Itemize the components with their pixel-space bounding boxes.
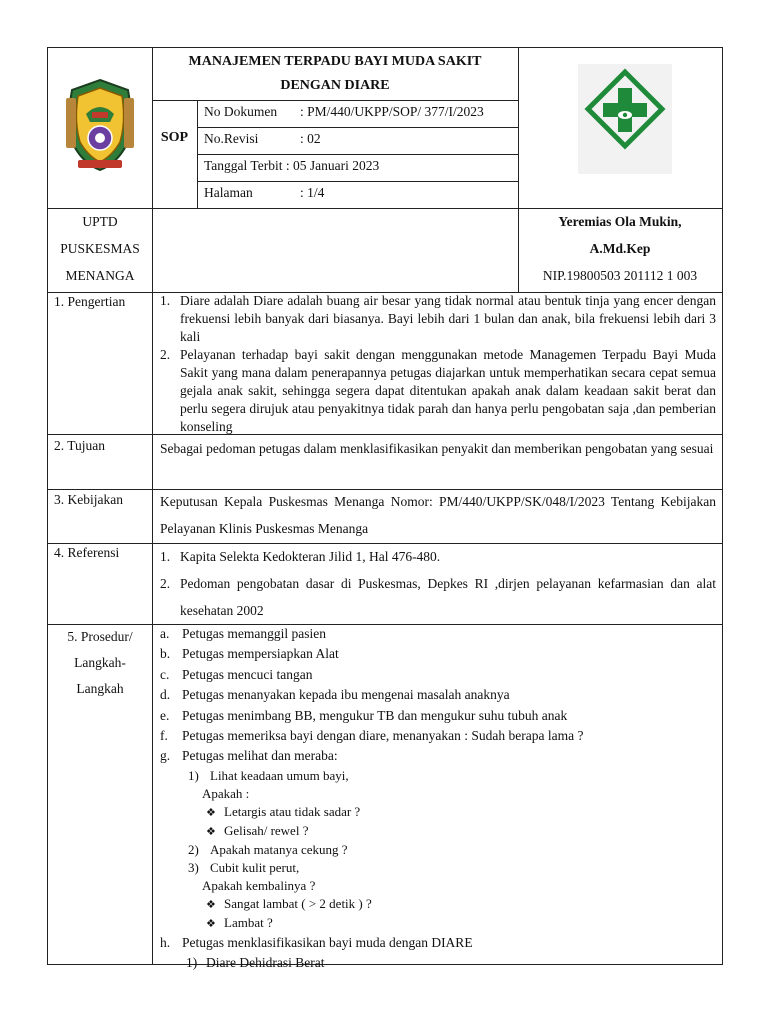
bullet-text: Letargis atau tidak sadar ? [224,803,361,819]
bullet-text: Gelisah/ rewel ? [224,822,309,838]
label-line: Langkah- [74,655,126,670]
sub-number: 2) [188,841,199,857]
step-text: Petugas mencuci tangan [182,666,313,682]
title-line-2: DENGAN DIARE [280,78,390,93]
sub-text: Apakah matanya cekung ? [210,841,348,857]
divider [152,208,153,292]
section-label-prosedur [48,624,152,702]
section-content-referensi [160,543,716,624]
step-item [160,665,716,685]
step-item [160,706,716,726]
step-item [160,644,716,664]
step-item [160,933,716,953]
meta-label: No.Revisi [204,131,259,146]
document-title [152,48,518,100]
diamond-bullet-icon: ❖ [206,898,216,911]
sub-number: 3) [188,859,199,875]
list-item [160,346,716,436]
step-text: Petugas menimbang BB, mengukur TB dan mengukur suhu tubuh anak [182,707,568,723]
institution-line: MENANGA [65,268,135,283]
step-text: Petugas mempersiapkan Alat [182,646,339,662]
meta-value: : 02 [300,131,321,146]
sub-number: 1) [188,767,199,783]
step-letter: a. [160,626,170,641]
step-text: Petugas menklasifikasikan bayi muda dengan DIARE [182,934,473,950]
list-number: 1. [160,549,171,564]
step-text: Petugas melihat dan meraba: [182,748,338,764]
signer-title: A.Md.Kep [589,241,651,256]
sub-question: Apakah kembalinya ? [202,877,316,893]
sub-item [160,767,716,785]
puskesmas-logo [578,64,672,174]
institution-line: PUSKESMAS [60,241,140,256]
step-text: Petugas menanyakan kepada ibu mengenai masalah anaknya [182,687,510,703]
meta-value: : PM/440/UKPP/SOP/ 377/I/2023 [300,104,484,119]
diamond-bullet-icon: ❖ [206,806,216,819]
meta-label: Tanggal Terbit [204,158,283,173]
step-item [160,726,716,746]
sub-text: Diare Dehidrasi Berat [206,955,325,971]
step-letter: h. [160,934,171,950]
meta-value: : 1/4 [300,185,325,200]
section-content-kebijakan: Keputusan Kepala Puskesmas Menanga Nomor: PM/440/UKPP/SK/048/I/2023 Tentang Kebijakan Pelayanan Klinis Puskesmas Menanga [160,494,716,536]
list-item [160,292,716,346]
list-text: Diare adalah Diare adalah buang air besar yang tidak normal atau bentuk tinja yang encer dengan frekuensi lebih banyak dari biasanya. Bayi lebih dari 1 bulan dan anak, bila frekuensi lebih dari 3 kali [180,293,716,344]
meta-row-page [204,182,516,208]
list-number: 1. [160,293,171,308]
step-letter: g. [160,748,171,764]
section-label-tujuan: 2. Tujuan [54,438,106,453]
step-letter: d. [160,687,171,703]
diamond-bullet-icon: ❖ [206,825,216,838]
meta-row-document-number [204,101,516,127]
section-label-pengertian: 1. Pengertian [54,294,126,309]
sub-question: Apakah : [202,785,250,801]
section-content-pengertian [160,292,716,436]
bullet-text: Sangat lambat ( > 2 detik ) ? [224,895,372,911]
section-label-kebijakan: 3. Kebijakan [54,492,123,507]
list-text: Pelayanan terhadap bayi sakit dengan menggunakan metode Managemen Terpadu Bayi Muda Sakit yang mana dalam penerapannya petugas diajarkan untuk memperhatikan secara cepat semua gejala anak sakit, sehingga segera dapat ditentukan apakah anak dalam keadaan sakit berat dan perlu segera dirujuk atau penyakitnya tidak parah dan hanya perlu pengobatan saja ,dan pemberian konseling [180,347,716,434]
list-text: Pedoman pengobatan dasar di Puskesmas, Depkes RI ,dirjen pelayanan kefarmasian dan alat kesehatan 2002 [180,576,716,618]
diamond-bullet-icon: ❖ [206,917,216,930]
meta-row-revision [204,128,516,154]
list-item [160,543,716,570]
step-item [160,746,716,766]
sub-item [160,859,716,877]
signer-block [518,208,722,292]
signer-nip: NIP.19800503 201112 1 003 [542,268,698,283]
sub-text: Cubit kulit perut, [210,859,300,875]
bullet-item [160,914,716,933]
step-letter: f. [160,728,168,744]
section-content-prosedur [160,624,716,974]
list-number: 2. [160,576,171,591]
label-line: Langkah [76,681,124,696]
sop-label: SOP [160,130,189,145]
step-text: Petugas memanggil pasien [182,626,326,641]
sub-list-g [160,767,716,933]
bullet-item [160,822,716,841]
label-line: 5. Prosedur/ [67,629,133,644]
meta-row-issue-date [204,155,516,181]
step-item [160,624,716,644]
step-letter: e. [160,707,170,723]
list-item [160,570,716,624]
sop-document [47,47,723,971]
signer-name: Yeremias Ola Mukin, [558,214,682,229]
sub-text: Lihat keadaan umum bayi, [210,767,349,783]
meta-label: No Dokumen [204,104,278,119]
sub-item [160,953,716,973]
section-label-referensi: 4. Referensi [54,545,120,560]
section-content-tujuan: Sebagai pedoman petugas dalam menklasifikasikan penyakit dan memberikan pengobatan yang sesuai [160,441,714,456]
bullet-text: Lambat ? [224,914,273,930]
step-item [160,685,716,705]
regency-emblem-logo [58,76,142,172]
bullet-item [160,895,716,914]
meta-value: : 05 Januari 2023 [285,158,380,173]
list-number: 2. [160,347,171,362]
divider [152,292,153,964]
list-text: Kapita Selekta Kedokteran Jilid 1, Hal 476-480. [180,549,441,564]
sub-item [160,841,716,859]
meta-label: Halaman [204,185,253,200]
sub-number: 1) [186,955,198,971]
step-text: Petugas memeriksa bayi dengan diare, menanyakan : Sudah berapa lama ? [182,728,584,744]
title-line-1: MANAJEMEN TERPADU BAYI MUDA SAKIT [188,54,482,69]
step-letter: b. [160,646,171,662]
bullet-item [160,803,716,822]
institution-name [48,208,152,292]
institution-line: UPTD [82,214,118,229]
step-letter: c. [160,666,170,682]
